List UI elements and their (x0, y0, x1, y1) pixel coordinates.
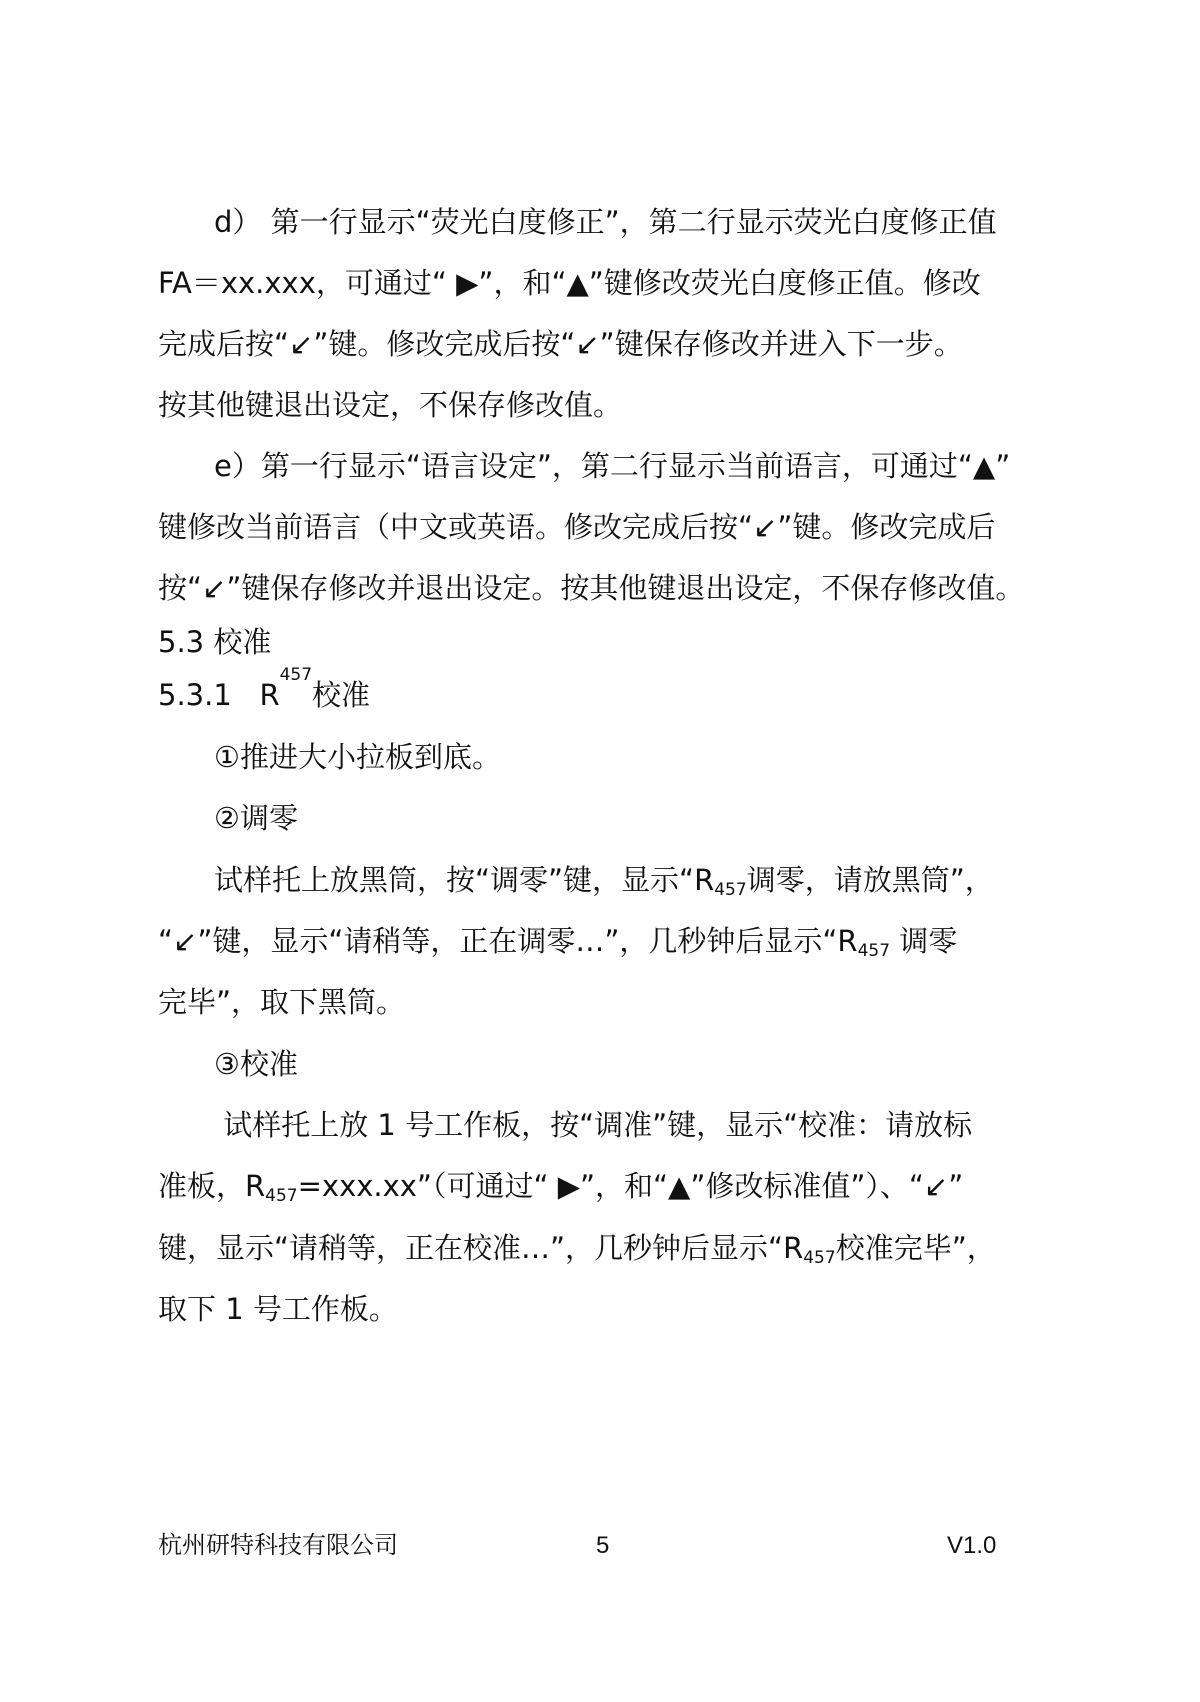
step-1: ①推进大小拉板到底。 (214, 740, 501, 774)
step-2: ②调零 (214, 801, 298, 835)
cal-para-line-3-text: 键，显示“请稍等，正在校准…”，几秒钟后显示“$R_{457}$校准完毕”， (158, 1231, 996, 1268)
cal-para-line-3 (158, 1228, 1058, 1268)
zero-para-line-3: 完毕”，取下黑筒。 (158, 985, 406, 1019)
step-3: ③校准 (214, 1047, 298, 1081)
section-d-line-4: 按其他键退出设定，不保存修改值。 (158, 388, 623, 422)
zero-para-line-1 (214, 860, 1058, 900)
footer-version: V1.0 (947, 1532, 997, 1559)
footer-company: 杭州研特科技有限公司 (158, 1532, 398, 1559)
heading-5-3: 5.3 校准 (158, 625, 272, 659)
heading-5-3-1: 5.3.1 R 457 校准 (158, 665, 371, 712)
cal-para-line-4: 取下 1 号工作板。 (158, 1292, 398, 1326)
section-e-line-1: e）第一行显示“语言设定”，第二行显示当前语言，可通过“▲” (214, 449, 1011, 483)
section-d-line-3: 完成后按“↙”键。修改完成后按“↙”键保存修改并进入下一步。 (158, 327, 963, 361)
cal-para-line-1: 试样托上放 1 号工作板，按“调准”键，显示“校准：请放标 (214, 1108, 973, 1142)
cal-para-line-2 (158, 1166, 1058, 1206)
zero-para-line-2 (158, 921, 1058, 961)
section-d-line-2: FA＝xx.xxx，可通过“ ▶”，和“▲”键修改荧光白度修正值。修改 (158, 266, 981, 300)
section-d-line-1: d） 第一行显示“荧光白度修正”，第二行显示荧光白度修正值 (214, 205, 997, 239)
cal-para-line-2-text: 准板，$R_{457}=xxx.xx$”（可通过“ ▶”，和“▲”修改标准值”）、“↙” (158, 1169, 964, 1206)
zero-para-line-1-text: 试样托上放黑筒，按“调零”键，显示“$R_{457}$调零，请放黑筒”， (214, 863, 994, 900)
footer-page-number: 5 (596, 1532, 610, 1559)
section-e-line-2: 键修改当前语言（中文或英语。修改完成后按“↙”键。修改完成后 (158, 510, 996, 544)
zero-para-line-2-text: “↙”键，显示“请稍等，正在调零…”，几秒钟后显示“$R_{457}$ 调零 (158, 924, 958, 961)
section-e-line-3: 按“↙”键保存修改并退出设定。按其他键退出设定，不保存修改值。 (158, 571, 1025, 605)
